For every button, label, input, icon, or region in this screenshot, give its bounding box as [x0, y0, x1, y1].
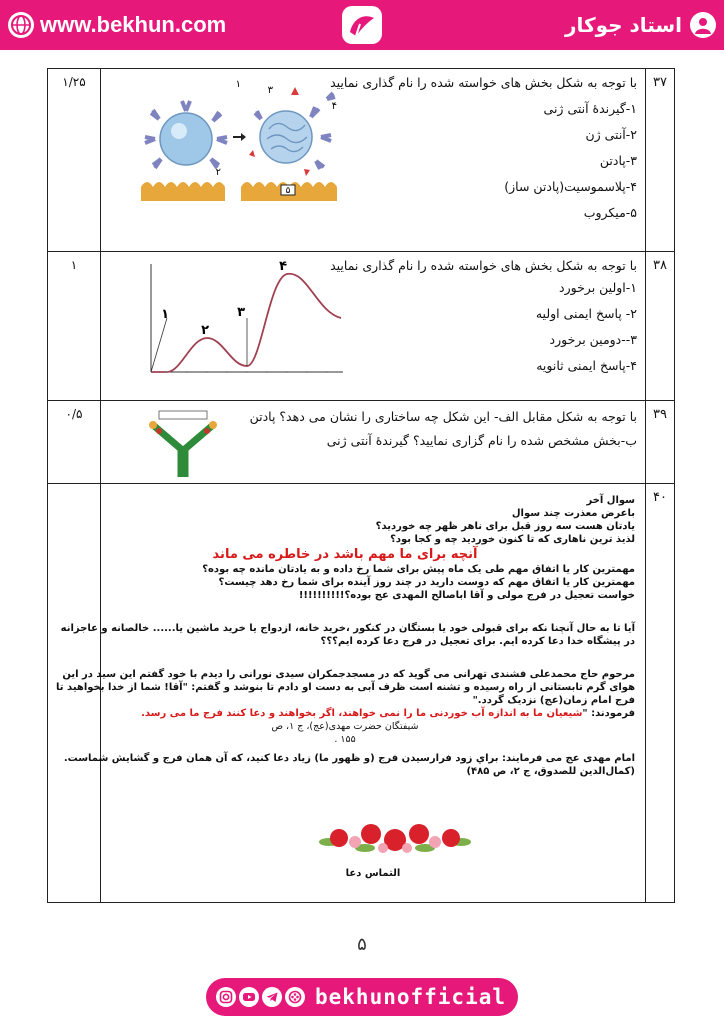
- final-note: [55, 494, 635, 778]
- option: ۳-پادتن: [599, 153, 637, 168]
- option: ۱-گیرندهٔ آنتی ژنی: [543, 101, 637, 116]
- question-body: [101, 401, 646, 484]
- question-text: با توجه به شکل بخش های خواسته شده را نام گذاری نمایید: [330, 258, 637, 273]
- option: ۴-پاسخ ایمنی ثانویه: [536, 358, 637, 373]
- question-line: ب-بخش مشخص شده را نام گزاری نمایید؟ گیرندهٔ آنتی ژنی: [326, 433, 637, 448]
- question-body: [101, 252, 646, 401]
- footer-bar[interactable]: [206, 978, 518, 1016]
- note-line: لذیذ ترین ناهاری که تا کنون خوردید چه و کجا بود؟: [390, 534, 635, 545]
- questions-table: [47, 68, 675, 903]
- note-quote-prefix: فرمودند: ": [582, 708, 635, 719]
- question-body: [101, 69, 646, 252]
- figure-label: ۱: [235, 79, 241, 90]
- option: ۵-میکروب: [583, 205, 637, 220]
- question-score: ۱/۲۵: [48, 69, 101, 252]
- question-row-38: [48, 252, 675, 401]
- question-score: ۱: [48, 252, 101, 401]
- user-icon: [690, 12, 716, 38]
- question-row-40: [48, 484, 675, 903]
- note-line: خواست تعجیل در فرج مولی و آقا اباصالح المهدی عج بوده؟!!!!!!!!!!: [298, 590, 635, 601]
- note-title: سوال آخر: [586, 495, 635, 506]
- question-number: ۳۹: [646, 401, 675, 484]
- social-handle: bekhunofficial: [315, 985, 507, 1009]
- page-number: ۵: [357, 934, 367, 955]
- option: ۴-پلاسموسیت(پادتن ساز): [504, 179, 637, 194]
- plasma-cell-figure: [141, 79, 351, 201]
- question-number: ۳۷: [646, 69, 675, 252]
- note-paragraph: امام مهدی عج می فرمایند: براي زود فرارسیدن فرج (و ظهور ما) زیاد دعا کنید، که آن همان فرج و گشایش شماست. (کمال‌الدین للصدوق، ج ۲، ص ۴۸۵): [63, 753, 635, 777]
- antibody-figure: [145, 407, 223, 479]
- flowers-decoration: [315, 818, 475, 858]
- note-quote: شیعیان ما به اندازه آب خوردنی ما را نمی خواهند، اگر بخواهند و دعا کنند فرج ما می رسد.: [141, 708, 583, 719]
- option: ۱-اولین برخورد: [559, 280, 637, 295]
- figure-label: ۴: [331, 101, 337, 112]
- instagram-icon[interactable]: [216, 987, 236, 1007]
- option: ۳--دومین برخورد: [549, 332, 637, 347]
- figure-label: ۳: [237, 305, 245, 320]
- immune-response-graph: [137, 258, 349, 394]
- question-score: ۰/۵: [48, 401, 101, 484]
- youtube-icon[interactable]: [239, 987, 259, 1007]
- note-line: باعرض معذرت چند سوال: [511, 508, 635, 519]
- aparat-icon[interactable]: [285, 987, 305, 1007]
- telegram-icon[interactable]: [262, 987, 282, 1007]
- option: ۲- پاسخ ایمنی اولیه: [535, 306, 637, 321]
- teacher-label: استاد جوکار: [564, 13, 682, 37]
- question-number: ۳۸: [646, 252, 675, 401]
- note-paragraph: آیا تا به حال آنچنا نکه برای قبولی خود یا بستگان در کنکور ،خرید خانه، ازدواج یا خرید ماشین یا...... خالصانه و عاجزانه در پیشگاه خدا دعا کرده ایم. برای تعجیل در فرج دعا کرده ایم؟؟؟: [60, 623, 635, 647]
- question-body: [56, 484, 646, 903]
- note-line: یادتان هست سه روز قبل برای ناهر ظهر چه خوردید؟: [375, 521, 635, 532]
- question-text: با توجه به شکل بخش های خواسته شده را نام گذاری نمایید: [330, 75, 637, 90]
- question-line: با توجه به شکل مقابل الف- این شکل چه ساختاری را نشان می دهد؟ پادتن: [249, 409, 637, 424]
- note-paragraph: مرحوم حاج محمدعلی فشندی تهرانی می گوید که در مسجدجمکران سیدی نورانی را دیدم با خود گفتم این سید در این هوای گرم تابستانی از راه رسیده و تشنه است ظرف آبی به دست او دادم تا بنوشد و گفتم: "آقا! شما از خدا بخواهید تا فرج امام زمان(عج) نزدیک گردد.": [56, 669, 635, 706]
- figure-label: ۱: [161, 307, 169, 322]
- website-link[interactable]: [8, 9, 226, 41]
- note-reference: شیفتگان حضرت مهدی(عج)، ج ۱، ص: [271, 721, 419, 732]
- note-line: مهمترین کار یا اتفاق مهم طی یک ماه پیش برای شما رخ داده و به یادتان مانده چه بوده؟: [202, 564, 635, 575]
- figure-label: ۵: [285, 186, 291, 196]
- globe-icon: [8, 12, 34, 38]
- website-text: www.bekhun.com: [40, 12, 227, 37]
- brand-logo: [336, 2, 388, 48]
- question-number: ۴۰: [646, 484, 675, 903]
- teacher-name: [565, 9, 716, 41]
- note-highlight: آنچه برای ما مهم باشد در خاطره می ماند: [212, 547, 478, 562]
- note-reference: ۱۵۵ .: [334, 734, 356, 745]
- figure-label: ۲: [215, 167, 221, 178]
- option: ۲-آنتی ژن: [585, 127, 637, 142]
- question-row-39: [48, 401, 675, 484]
- social-icons: [216, 987, 305, 1007]
- question-row-37: [48, 69, 675, 252]
- note-line: مهمترین کار یا اتفاق مهم که دوست دارید در چند روز آینده برای شما رخ دهد چیست؟: [218, 577, 635, 588]
- figure-label: ۴: [279, 259, 287, 274]
- closing-text: التماس دعا: [345, 868, 401, 879]
- figure-label: ۳: [267, 85, 273, 96]
- figure-label: ۲: [201, 323, 209, 338]
